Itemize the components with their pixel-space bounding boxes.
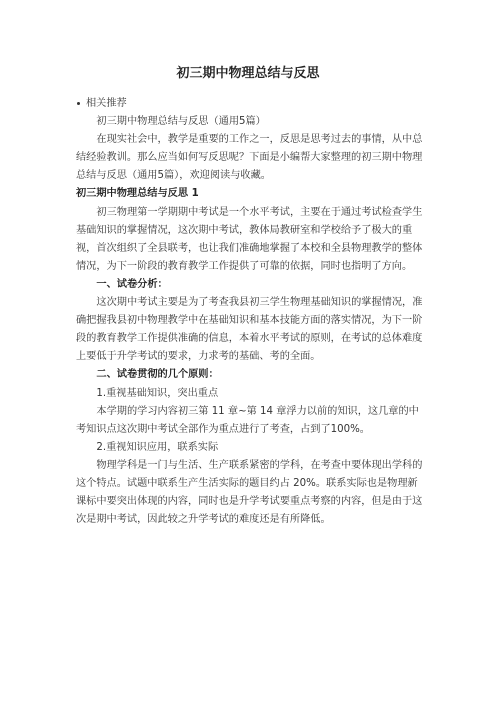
intro-paragraph: 在现实社会中，教学是重要的工作之一，反思是思考过去的事情，从中总结经验教训。那么应当如何写反思呢？下面是小编帮大家整理的初三期中物理总结与反思（通用5篇），欢迎阅读与收藏。 [76,134,423,182]
heading-test-analysis: 一、试卷分析： [96,278,168,290]
subtitle: 初三期中物理总结与反思（通用5篇） [96,116,266,128]
document-body [76,95,425,529]
list-item-1: 1.重视基础知识，突出重点 [96,387,219,399]
paragraph-3: 本学期的学习内容初三第 11 章~第 14 章浮力以前的知识，这几章的中考知识点这次期中考试全部作为重点进行了考查，占到了100%。 [76,405,419,435]
heading-principles: 二、试卷贯彻的几个原则： [96,369,219,381]
section-heading: 初三期中物理总结与反思 1 [76,188,199,200]
bullet-icon [77,102,80,105]
related-label: 相关推荐 [86,98,127,109]
related-recommendations-link[interactable] [76,95,425,113]
paragraph-2: 这次期中考试主要是为了考查我县初三学生物理基础知识的掌握情况，准确把握我县初中物理教学中在基础知识和基本技能方面的落实情况，为下一阶段的教育教学工作提供准确的信息，本着水平考试的原则，在考试的总体难度上要低于升学考试的要求，力求考的基础、考的全面。 [76,297,423,363]
list-item-2: 2.重视知识应用，联系实际 [96,441,219,453]
page-title: 初三期中物理总结与反思 [176,66,320,81]
paragraph-1: 初三物理第一学期期中考试是一个水平考试，主要在于通过考试检查学生基础知识的掌握情况，这次期中考试，教体局教研室和学校给予了极大的重视，首次组织了全县联考，也让我们准确地掌握了本校和全县物理教学的整体情况，为下一阶段的教育教学工作提供了可靠的依据，同时也指明了方向。 [76,206,423,272]
paragraph-4: 物理学科是一门与生活、生产联系紧密的学科，在考查中要体现出学科的这个特点。试题中联系生产生活实际的题目约占 20%。联系实际也是物理新课标中要突出体现的内容，同时也是升学考试要重点考察的内容，但是由于这次是期中考试，因此较之升学考试的难度还是有所降低。 [76,459,423,526]
